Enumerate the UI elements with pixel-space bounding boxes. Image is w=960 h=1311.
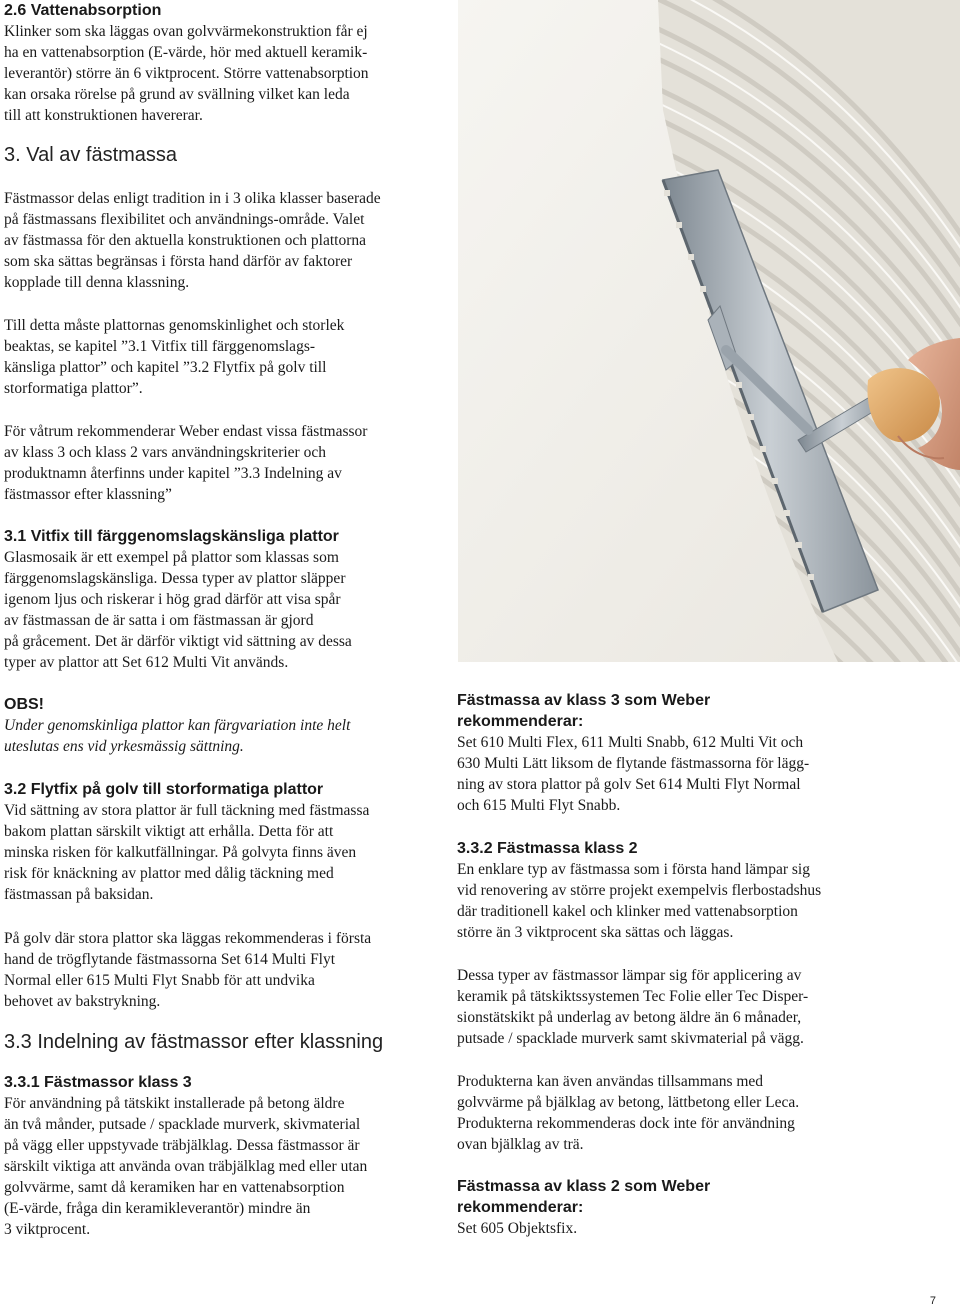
trowel-photo [458, 0, 960, 662]
obs-label: OBS! [4, 696, 44, 713]
section-3-1-body: Glasmosaik är ett exempel på plattor som klassas som färggenomslagskänsliga. Dessa typer av plattor släpper igenom ljus och riskerar i hög grad därför att visa spår av fästmassan de är satta i om fästmassan är gjord på gråcement. Det är därför viktigt vid sättning av dessa typer av plattor att Set 612 Multi Vit används. [4, 549, 352, 671]
section-3-3-2-heading: 3.3.2 Fästmassa klass 2 [457, 840, 638, 857]
rec-class-3-heading: Fästmassa av klass 3 som Weber rekommenderar: [457, 692, 711, 730]
section-3-para-1: Fästmassor delas enligt tradition in i 3 olika klasser baserade på fästmassans flexibilitet och användnings-område. Valet av fästmassa för den aktuella konstruktionen och plattorna som ska sättas begränsas i första hand därför av faktorer kopplade till denna klassning. [4, 190, 381, 291]
section-3-3-2-para-3: Produkterna kan även användas tillsammans med golvvärme på bjälklag av betong, lättbetong eller Leca. Produkterna rekommenderas dock inte för användning ovan bjälklag av trä. [457, 1073, 800, 1153]
rec-class-3-body: Set 610 Multi Flex, 611 Multi Snabb, 612 Multi Vit och 630 Multi Lätt liksom de flytande fästmassorna för lägg- ning av stora plattor på golv Set 614 Multi Flyt Normal och 615 Multi Flyt Snabb. [457, 734, 810, 814]
section-3-3-2-para-2: Dessa typer av fästmassor lämpar sig för applicering av keramik på tätskiktssystemen Tec Folie eller Tec Disper- sionstätskikt på underlag av betong äldre än 6 månader, putsade / spacklade murverk samt skivmaterial på vägg. [457, 967, 809, 1047]
obs-note: Under genomskinliga plattor kan färgvariation inte helt uteslutas ens vid yrkesmässig sättning. [4, 717, 351, 755]
section-3-para-3: För våtrum rekommenderar Weber endast vissa fästmassor av klass 3 och klass 2 vars användningskriterier och produktnamn återfinns under kapitel ”3.3 Indelning av fästmassor efter klassning” [4, 423, 368, 503]
section-3-1-heading: 3.1 Vitfix till färggenomslagskänsliga plattor [4, 528, 339, 545]
section-3-3-1-heading: 3.3.1 Fästmassor klass 3 [4, 1074, 192, 1091]
section-2-6-heading: 2.6 Vattenabsorption [4, 2, 162, 19]
section-3-para-2: Till detta måste plattornas genomskinlighet och storlek beaktas, se kapitel ”3.1 Vitfix till färggenomslags- känsliga plattor” och kapitel ”3.2 Flytfix på golv till storformatiga plattor”. [4, 317, 345, 397]
section-2-6-body: Klinker som ska läggas ovan golvvärmekonstruktion får ej ha en vattenabsorption (E-värde, hör med aktuell keramik- leverantör) större än 6 viktprocent. Större vattenabsorption kan orsaka rörelse på grund av svällning vilket kan leda till att konstruktionen havererar. [4, 23, 369, 124]
section-3-2-heading: 3.2 Flytfix på golv till storformatiga plattor [4, 781, 324, 798]
page-number: 7 [929, 1295, 936, 1307]
rec-class-2-value: Set 605 Objektsfix. [457, 1220, 578, 1237]
rec-class-2-heading: Fästmassa av klass 2 som Weber rekommenderar: [457, 1178, 711, 1216]
section-3-3-heading: 3.3 Indelning av fästmassor efter klassning [4, 1031, 384, 1053]
section-3-heading: 3. Val av fästmassa [4, 144, 178, 166]
section-3-2-para-2: På golv där stora plattor ska läggas rekommenderas i första hand de trögflytande fästmassorna Set 614 Multi Flyt Normal eller 615 Multi Flyt Snabb för att undvika behovet av bakstrykning. [4, 930, 372, 1010]
section-3-2-para-1: Vid sättning av stora plattor är full täckning med fästmassa bakom plattan särskilt viktigt att erhålla. Detta för att minska risken för kalkutfällningar. På golvyta finns även risk för knäckning av plattor med dålig täckning med fästmassan på baksidan. [4, 802, 370, 903]
section-3-3-1-body: För användning på tätskikt installerade på betong äldre än två månder, putsade / spacklade murverk, skivmaterial på vägg eller uppstyvade träbjälklag. Dessa fästmassor är särskilt viktiga att använda ovan träbjälklag med eller utan golvvärme, samt då keramiken har en vattenabsorption (E-värde, fråga din keramikleverantör) mindre än 3 viktprocent. [4, 1095, 368, 1238]
trowel-illustration [458, 0, 960, 662]
section-3-3-2-para-1: En enklare typ av fästmassa som i första hand lämpar sig vid renovering av större projekt exempelvis flerbostadshus där traditionell kakel och klinker med vattenabsorption större än 3 viktprocent ska sättas och läggas. [457, 861, 822, 941]
